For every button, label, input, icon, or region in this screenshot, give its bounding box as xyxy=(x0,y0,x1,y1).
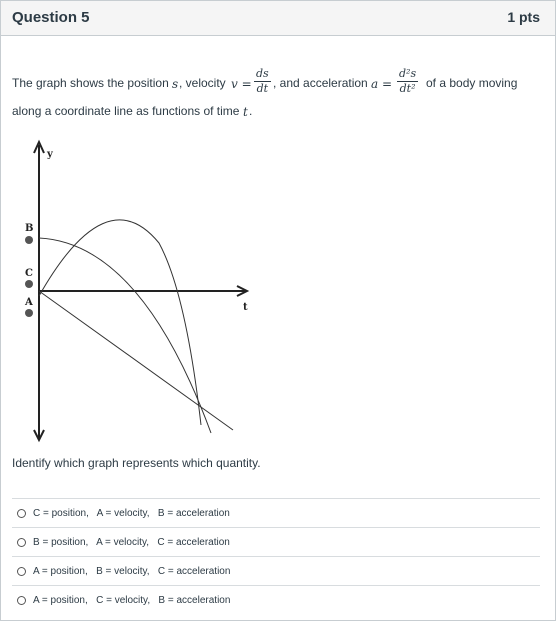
answer-list xyxy=(12,498,540,614)
label-b: B xyxy=(25,223,34,234)
radio-button[interactable] xyxy=(17,567,26,576)
curve-c xyxy=(39,220,201,425)
radio-button[interactable] xyxy=(17,538,26,547)
stem-text-line2: along a coordinate line as functions of time xyxy=(12,104,240,118)
answer-option-2[interactable] xyxy=(12,527,540,556)
question-header xyxy=(1,1,555,36)
velocity-denominator: dt xyxy=(256,82,269,95)
curve-b xyxy=(39,238,211,433)
acceleration-denominator: dt² xyxy=(399,82,416,95)
line-a xyxy=(39,291,233,430)
label-a: A xyxy=(25,297,33,308)
question-points: 1 pts xyxy=(507,9,540,25)
dot-b xyxy=(25,236,33,244)
answer-option-3[interactable] xyxy=(12,556,540,585)
stem-a-expr: a = xyxy=(371,77,393,91)
stem-text-2: , velocity xyxy=(179,76,226,90)
stem-var-t: t xyxy=(243,105,248,119)
velocity-numerator: ds xyxy=(256,67,269,80)
velocity-fraction xyxy=(254,67,271,96)
stem-v-expr: v = xyxy=(231,77,252,91)
acceleration-numerator: d²s xyxy=(399,67,417,80)
acceleration-fraction xyxy=(397,67,418,96)
stem-var-s: s xyxy=(172,77,179,91)
t-axis-label: t xyxy=(243,302,248,313)
stem-text-3: , and acceleration xyxy=(273,76,368,90)
question-prompt: Identify which graph represents which quantity. xyxy=(12,456,261,470)
answer-option-4[interactable] xyxy=(12,585,540,614)
stem-text-1: The graph shows the position xyxy=(12,76,169,90)
question-title: Question 5 xyxy=(12,9,90,26)
answer-label[interactable]: A = position, B = velocity, C = acceleration xyxy=(33,565,231,577)
answer-label[interactable]: B = position, A = velocity, C = acceleration xyxy=(33,536,230,548)
y-axis-label: y xyxy=(47,149,53,160)
answer-option-1[interactable] xyxy=(12,498,540,527)
radio-button[interactable] xyxy=(17,596,26,605)
label-c: C xyxy=(25,268,33,279)
dot-a xyxy=(25,309,33,317)
dot-c xyxy=(25,280,33,288)
motion-graph xyxy=(11,133,251,448)
radio-button[interactable] xyxy=(17,509,26,518)
answer-label[interactable]: C = position, A = velocity, B = acceleration xyxy=(33,507,230,519)
stem-line2-end: . xyxy=(249,104,253,118)
answer-label[interactable]: A = position, C = velocity, B = acceleration xyxy=(33,594,231,606)
stem-text-4: of a body moving xyxy=(426,76,518,90)
